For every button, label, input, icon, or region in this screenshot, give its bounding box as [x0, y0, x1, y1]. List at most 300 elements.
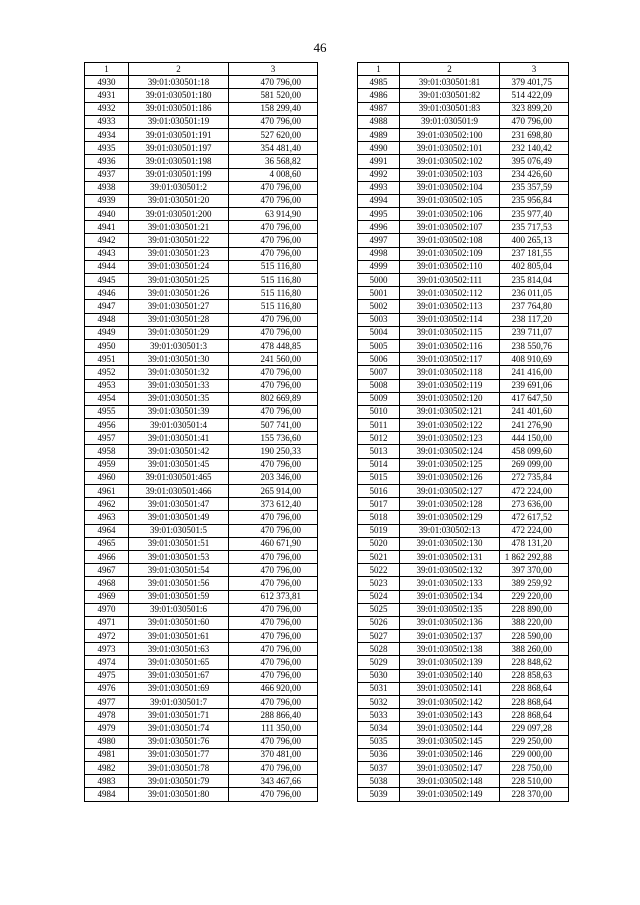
- cadastral-number: 39:01:030501:41: [129, 432, 229, 445]
- cadastral-value: 229 000,00: [500, 748, 569, 761]
- table-row: [85, 445, 318, 458]
- cadastral-number: 39:01:030502:104: [400, 181, 500, 194]
- row-number: 4989: [358, 128, 400, 141]
- table-row: [85, 603, 318, 616]
- table-row: [358, 498, 569, 511]
- row-number: 4940: [85, 208, 129, 221]
- row-number: 4934: [85, 128, 129, 141]
- cadastral-value: 470 796,00: [229, 313, 318, 326]
- cadastral-number: 39:01:030501:63: [129, 643, 229, 656]
- cadastral-number: 39:01:030501:25: [129, 274, 229, 287]
- cadastral-value: 470 796,00: [229, 643, 318, 656]
- cadastral-number: 39:01:030501:199: [129, 168, 229, 181]
- cadastral-value: 273 636,00: [500, 498, 569, 511]
- table-row: [358, 577, 569, 590]
- row-number: 4957: [85, 432, 129, 445]
- cadastral-number: 39:01:030501:83: [400, 102, 500, 115]
- row-number: 5017: [358, 498, 400, 511]
- table-row: [358, 76, 569, 89]
- row-number: 4931: [85, 89, 129, 102]
- cadastral-value: 470 796,00: [229, 405, 318, 418]
- cadastral-value: 241 401,60: [500, 405, 569, 418]
- table-row: [85, 392, 318, 405]
- cadastral-number: 39:01:030502:113: [400, 300, 500, 313]
- table-row: [85, 709, 318, 722]
- table-row: [358, 221, 569, 234]
- table-row: [358, 155, 569, 168]
- table-row: [85, 485, 318, 498]
- row-number: 4960: [85, 471, 129, 484]
- table-row: [358, 524, 569, 537]
- cadastral-number: 39:01:030501:61: [129, 630, 229, 643]
- table-row: [85, 775, 318, 788]
- table-row: [358, 300, 569, 313]
- table-row: [358, 616, 569, 629]
- table-row: [85, 616, 318, 629]
- table-header-row: [358, 63, 569, 76]
- cadastral-number: 39:01:030501:54: [129, 564, 229, 577]
- cadastral-number: 39:01:030501:3: [129, 339, 229, 352]
- row-number: 4941: [85, 221, 129, 234]
- cadastral-value: 239 691,06: [500, 379, 569, 392]
- cadastral-value: 237 181,55: [500, 247, 569, 260]
- table-row: [358, 709, 569, 722]
- cadastral-value: 470 796,00: [229, 76, 318, 89]
- cadastral-value: 158 299,40: [229, 102, 318, 115]
- row-number: 4938: [85, 181, 129, 194]
- table-row: [85, 155, 318, 168]
- table-row: [358, 735, 569, 748]
- cadastral-number: 39:01:030502:135: [400, 603, 500, 616]
- row-number: 4992: [358, 168, 400, 181]
- cadastral-value: 388 260,00: [500, 643, 569, 656]
- row-number: 4959: [85, 458, 129, 471]
- page-number: 46: [313, 40, 327, 55]
- cadastral-number: 39:01:030501:4: [129, 419, 229, 432]
- cadastral-value: 402 805,04: [500, 260, 569, 273]
- cadastral-number: 39:01:030502:147: [400, 761, 500, 774]
- cadastral-number: 39:01:030501:27: [129, 300, 229, 313]
- table-row: [85, 722, 318, 735]
- table-row: [85, 128, 318, 141]
- cadastral-number: 39:01:030502:140: [400, 669, 500, 682]
- cadastral-number: 39:01:030502:149: [400, 788, 500, 801]
- table-row: [85, 471, 318, 484]
- cadastral-value: 228 868,64: [500, 696, 569, 709]
- table-row: [85, 274, 318, 287]
- row-number: 4939: [85, 194, 129, 207]
- table-row: [85, 353, 318, 366]
- cadastral-number: 39:01:030501:51: [129, 537, 229, 550]
- table-row: [85, 313, 318, 326]
- cadastral-value: 228 868,64: [500, 682, 569, 695]
- table-row: [85, 300, 318, 313]
- cadastral-number: 39:01:030501:69: [129, 682, 229, 695]
- cadastral-number: 39:01:030502:137: [400, 630, 500, 643]
- cadastral-number: 39:01:030501:56: [129, 577, 229, 590]
- cadastral-number: 39:01:030502:100: [400, 128, 500, 141]
- cadastral-value: 288 866,40: [229, 709, 318, 722]
- row-number: 5001: [358, 287, 400, 300]
- table-row: [358, 603, 569, 616]
- cadastral-value: 354 481,40: [229, 142, 318, 155]
- table-row: [358, 643, 569, 656]
- row-number: 4982: [85, 761, 129, 774]
- row-number: 4950: [85, 339, 129, 352]
- cadastral-value: 229 097,28: [500, 722, 569, 735]
- cadastral-number: 39:01:030501:53: [129, 550, 229, 563]
- cadastral-number: 39:01:030502:118: [400, 366, 500, 379]
- cadastral-number: 39:01:030501:186: [129, 102, 229, 115]
- cadastral-value: 228 868,64: [500, 709, 569, 722]
- cadastral-value: 470 796,00: [229, 458, 318, 471]
- cadastral-number: 39:01:030502:146: [400, 748, 500, 761]
- cadastral-value: 241 276,90: [500, 419, 569, 432]
- cadastral-number: 39:01:030502:130: [400, 537, 500, 550]
- cadastral-value: 272 735,84: [500, 471, 569, 484]
- cadastral-value: 234 426,60: [500, 168, 569, 181]
- cadastral-number: 39:01:030502:144: [400, 722, 500, 735]
- row-number: 4943: [85, 247, 129, 260]
- row-number: 5000: [358, 274, 400, 287]
- cadastral-value: 228 858,63: [500, 669, 569, 682]
- row-number: 4971: [85, 616, 129, 629]
- table-row: [85, 142, 318, 155]
- cadastral-value: 228 590,00: [500, 630, 569, 643]
- row-number: 4932: [85, 102, 129, 115]
- row-number: 4944: [85, 260, 129, 273]
- cadastral-value: 470 796,00: [229, 524, 318, 537]
- cadastral-value: 472 224,00: [500, 485, 569, 498]
- table-row: [358, 115, 569, 128]
- row-number: 4998: [358, 247, 400, 260]
- row-number: 4935: [85, 142, 129, 155]
- cadastral-value: 515 116,80: [229, 300, 318, 313]
- table-row: [85, 287, 318, 300]
- table-row: [358, 550, 569, 563]
- table-row: [85, 339, 318, 352]
- row-number: 4951: [85, 353, 129, 366]
- table-row: [85, 748, 318, 761]
- cadastral-number: 39:01:030502:125: [400, 458, 500, 471]
- row-number: 5030: [358, 669, 400, 682]
- row-number: 5005: [358, 339, 400, 352]
- cadastral-number: 39:01:030502:129: [400, 511, 500, 524]
- row-number: 4986: [358, 89, 400, 102]
- cadastral-value: 470 796,00: [229, 761, 318, 774]
- row-number: 4991: [358, 155, 400, 168]
- table-row: [358, 432, 569, 445]
- row-number: 4955: [85, 405, 129, 418]
- cadastral-number: 39:01:030501:49: [129, 511, 229, 524]
- cadastral-value: 388 220,00: [500, 616, 569, 629]
- row-number: 5027: [358, 630, 400, 643]
- cadastral-number: 39:01:030502:148: [400, 775, 500, 788]
- table-row: [85, 405, 318, 418]
- row-number: 5016: [358, 485, 400, 498]
- cadastral-number: 39:01:030501:80: [129, 788, 229, 801]
- cadastral-number: 39:01:030502:141: [400, 682, 500, 695]
- row-number: 5036: [358, 748, 400, 761]
- table-row: [85, 89, 318, 102]
- table-row: [85, 511, 318, 524]
- cadastral-value: 470 796,00: [229, 221, 318, 234]
- row-number: 4978: [85, 709, 129, 722]
- row-number: 4977: [85, 696, 129, 709]
- cadastral-number: 39:01:030502:112: [400, 287, 500, 300]
- cadastral-value: 203 346,00: [229, 471, 318, 484]
- row-number: 4953: [85, 379, 129, 392]
- table-right-body: [358, 76, 569, 801]
- table-row: [85, 326, 318, 339]
- row-number: 4961: [85, 485, 129, 498]
- table-row: [358, 775, 569, 788]
- row-number: 5035: [358, 735, 400, 748]
- cadastral-number: 39:01:030501:77: [129, 748, 229, 761]
- cadastral-value: 470 796,00: [229, 366, 318, 379]
- row-number: 4987: [358, 102, 400, 115]
- cadastral-value: 235 956,84: [500, 194, 569, 207]
- cadastral-value: 235 814,04: [500, 274, 569, 287]
- row-number: 5029: [358, 656, 400, 669]
- cadastral-value: 581 520,00: [229, 89, 318, 102]
- cadastral-value: 395 076,49: [500, 155, 569, 168]
- table-row: [358, 89, 569, 102]
- cadastral-number: 39:01:030501:6: [129, 603, 229, 616]
- table-row: [85, 458, 318, 471]
- cadastral-value: 470 796,00: [229, 115, 318, 128]
- row-number: 4973: [85, 643, 129, 656]
- table-row: [85, 537, 318, 550]
- table-row: [85, 168, 318, 181]
- table-row: [358, 339, 569, 352]
- row-number: 5012: [358, 432, 400, 445]
- cadastral-value: 265 914,00: [229, 485, 318, 498]
- row-number: 5034: [358, 722, 400, 735]
- table-row: [358, 181, 569, 194]
- row-number: 4975: [85, 669, 129, 682]
- cadastral-number: 39:01:030501:60: [129, 616, 229, 629]
- cadastral-value: 373 612,40: [229, 498, 318, 511]
- cadastral-value: 470 796,00: [229, 194, 318, 207]
- cadastral-value: 400 265,13: [500, 234, 569, 247]
- cadastral-number: 39:01:030501:9: [400, 115, 500, 128]
- cadastral-value: 470 796,00: [229, 656, 318, 669]
- row-number: 5006: [358, 353, 400, 366]
- table-right: [357, 62, 569, 802]
- cadastral-value: 470 796,00: [229, 603, 318, 616]
- cadastral-value: 470 796,00: [229, 669, 318, 682]
- row-number: 4999: [358, 260, 400, 273]
- row-number: 4972: [85, 630, 129, 643]
- table-row: [358, 168, 569, 181]
- row-number: 4946: [85, 287, 129, 300]
- cadastral-value: 470 796,00: [229, 511, 318, 524]
- row-number: 5028: [358, 643, 400, 656]
- cadastral-value: 527 620,00: [229, 128, 318, 141]
- table-row: [358, 722, 569, 735]
- cadastral-value: 478 448,85: [229, 339, 318, 352]
- table-row: [85, 379, 318, 392]
- cadastral-value: 444 150,00: [500, 432, 569, 445]
- table-row: [358, 696, 569, 709]
- row-number: 4958: [85, 445, 129, 458]
- cadastral-value: 228 750,00: [500, 761, 569, 774]
- cadastral-value: 235 717,53: [500, 221, 569, 234]
- column-header-number: 1: [85, 63, 129, 76]
- cadastral-value: 408 910,69: [500, 353, 569, 366]
- row-number: 5024: [358, 590, 400, 603]
- table-row: [85, 102, 318, 115]
- table-row: [358, 247, 569, 260]
- table-row: [85, 630, 318, 643]
- cadastral-number: 39:01:030501:35: [129, 392, 229, 405]
- cadastral-value: 470 796,00: [229, 234, 318, 247]
- cadastral-value: 470 796,00: [229, 616, 318, 629]
- cadastral-number: 39:01:030501:465: [129, 471, 229, 484]
- cadastral-number: 39:01:030502:117: [400, 353, 500, 366]
- row-number: 5033: [358, 709, 400, 722]
- row-number: 4948: [85, 313, 129, 326]
- row-number: 5025: [358, 603, 400, 616]
- cadastral-number: 39:01:030502:123: [400, 432, 500, 445]
- cadastral-value: 470 796,00: [229, 788, 318, 801]
- cadastral-number: 39:01:030501:23: [129, 247, 229, 260]
- row-number: 5026: [358, 616, 400, 629]
- cadastral-number: 39:01:030502:101: [400, 142, 500, 155]
- cadastral-number: 39:01:030502:107: [400, 221, 500, 234]
- cadastral-value: 241 416,00: [500, 366, 569, 379]
- column-header-cadastral: 2: [400, 63, 500, 76]
- table-row: [358, 287, 569, 300]
- cadastral-number: 39:01:030502:119: [400, 379, 500, 392]
- table-row: [358, 194, 569, 207]
- table-row: [85, 221, 318, 234]
- row-number: 5022: [358, 564, 400, 577]
- row-number: 5038: [358, 775, 400, 788]
- cadastral-value: 470 796,00: [229, 564, 318, 577]
- table-row: [85, 577, 318, 590]
- cadastral-number: 39:01:030501:30: [129, 353, 229, 366]
- cadastral-number: 39:01:030501:200: [129, 208, 229, 221]
- table-row: [85, 234, 318, 247]
- row-number: 4956: [85, 419, 129, 432]
- table-row: [358, 142, 569, 155]
- row-number: 4967: [85, 564, 129, 577]
- cadastral-number: 39:01:030502:110: [400, 260, 500, 273]
- row-number: 5013: [358, 445, 400, 458]
- row-number: 5009: [358, 392, 400, 405]
- cadastral-number: 39:01:030502:106: [400, 208, 500, 221]
- row-number: 4947: [85, 300, 129, 313]
- cadastral-value: 458 099,60: [500, 445, 569, 458]
- cadastral-value: 235 977,40: [500, 208, 569, 221]
- cadastral-value: 370 481,00: [229, 748, 318, 761]
- table-row: [85, 761, 318, 774]
- row-number: 5004: [358, 326, 400, 339]
- row-number: 5020: [358, 537, 400, 550]
- cadastral-value: 111 350,00: [229, 722, 318, 735]
- cadastral-number: 39:01:030501:2: [129, 181, 229, 194]
- table-row: [85, 432, 318, 445]
- table-row: [358, 485, 569, 498]
- cadastral-value: 323 899,20: [500, 102, 569, 115]
- row-number: 5003: [358, 313, 400, 326]
- cadastral-value: 4 008,60: [229, 168, 318, 181]
- cadastral-number: 39:01:030501:466: [129, 485, 229, 498]
- table-row: [358, 458, 569, 471]
- cadastral-value: 155 736,60: [229, 432, 318, 445]
- table-left: [84, 62, 318, 802]
- column-header-cadastral: 2: [129, 63, 229, 76]
- row-number: 4994: [358, 194, 400, 207]
- cadastral-value: 238 550,76: [500, 339, 569, 352]
- cadastral-number: 39:01:030502:143: [400, 709, 500, 722]
- table-row: [85, 366, 318, 379]
- table-row: [358, 234, 569, 247]
- cadastral-number: 39:01:030501:197: [129, 142, 229, 155]
- row-number: 5015: [358, 471, 400, 484]
- cadastral-number: 39:01:030501:19: [129, 115, 229, 128]
- table-row: [358, 274, 569, 287]
- cadastral-number: 39:01:030501:76: [129, 735, 229, 748]
- table-row: [85, 115, 318, 128]
- row-number: 5018: [358, 511, 400, 524]
- cadastral-value: 389 259,92: [500, 577, 569, 590]
- row-number: 4963: [85, 511, 129, 524]
- cadastral-value: 515 116,80: [229, 274, 318, 287]
- cadastral-number: 39:01:030502:108: [400, 234, 500, 247]
- table-row: [358, 445, 569, 458]
- cadastral-value: 1 862 292,88: [500, 550, 569, 563]
- row-number: 4968: [85, 577, 129, 590]
- cadastral-number: 39:01:030501:74: [129, 722, 229, 735]
- table-row: [358, 471, 569, 484]
- cadastral-value: 470 796,00: [229, 577, 318, 590]
- cadastral-number: 39:01:030501:20: [129, 194, 229, 207]
- column-header-value: 3: [229, 63, 318, 76]
- table-row: [85, 643, 318, 656]
- cadastral-number: 39:01:030501:22: [129, 234, 229, 247]
- table-row: [85, 181, 318, 194]
- table-row: [358, 419, 569, 432]
- cadastral-value: 802 669,89: [229, 392, 318, 405]
- cadastral-value: 228 848,62: [500, 656, 569, 669]
- cadastral-value: 229 250,00: [500, 735, 569, 748]
- table-row: [358, 392, 569, 405]
- row-number: 5002: [358, 300, 400, 313]
- cadastral-value: 470 796,00: [229, 379, 318, 392]
- table-row: [358, 313, 569, 326]
- table-row: [358, 260, 569, 273]
- cadastral-value: 379 401,75: [500, 76, 569, 89]
- cadastral-number: 39:01:030502:111: [400, 274, 500, 287]
- cadastral-value: 231 698,80: [500, 128, 569, 141]
- row-number: 4936: [85, 155, 129, 168]
- row-number: 4930: [85, 76, 129, 89]
- table-row: [85, 696, 318, 709]
- cadastral-value: 343 467,66: [229, 775, 318, 788]
- cadastral-number: 39:01:030502:128: [400, 498, 500, 511]
- cadastral-number: 39:01:030501:26: [129, 287, 229, 300]
- table-row: [85, 564, 318, 577]
- table-row: [85, 208, 318, 221]
- cadastral-value: 470 796,00: [229, 247, 318, 260]
- cadastral-number: 39:01:030501:7: [129, 696, 229, 709]
- row-number: 5031: [358, 682, 400, 695]
- cadastral-number: 39:01:030501:42: [129, 445, 229, 458]
- cadastral-number: 39:01:030501:39: [129, 405, 229, 418]
